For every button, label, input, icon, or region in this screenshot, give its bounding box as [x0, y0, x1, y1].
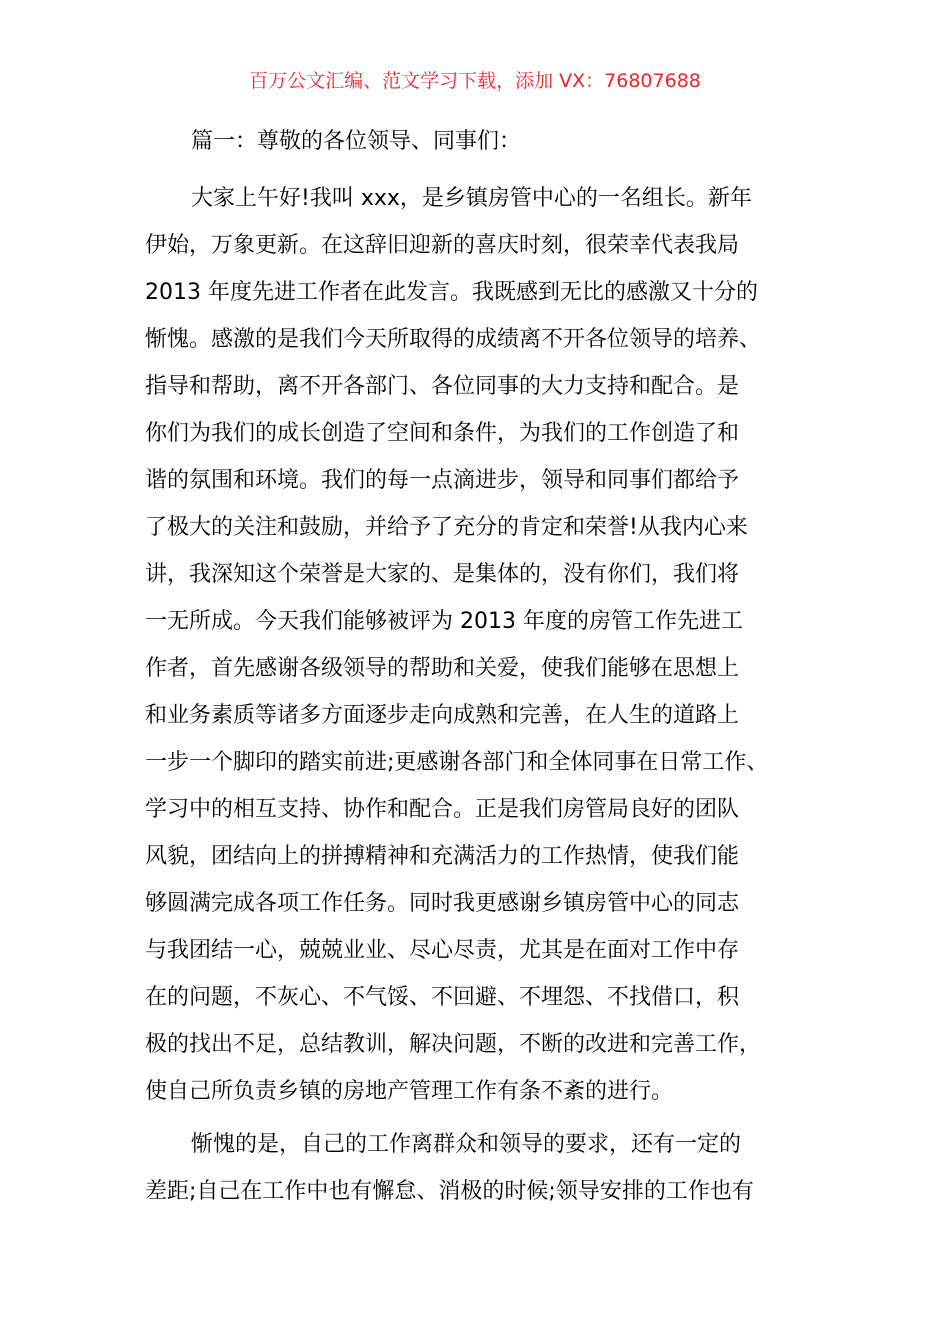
text-line: 作者，首先感谢各级领导的帮助和关爱，使我们能够在思想上 [145, 656, 740, 681]
text-line: 了极大的关注和鼓励，并给予了充分的肯定和荣誉!从我内心来 [145, 515, 748, 540]
text-line: 惭愧。感激的是我们今天所取得的成绩离不开各位领导的培养、 [145, 327, 762, 352]
text-line: 与我团结一心，兢兢业业、尽心尽责，尤其是在面对工作中存 [145, 938, 740, 963]
text-line: 够圆满完成各项工作任务。同时我更感谢乡镇房管中心的同志 [145, 891, 740, 916]
text-line: 差距;自己在工作中也有懈怠、消极的时候;领导安排的工作也有 [145, 1179, 754, 1204]
text-line: 指导和帮助，离不开各部门、各位同事的大力支持和配合。是 [145, 374, 740, 399]
text-line: 伊始，万象更新。在这辞旧迎新的喜庆时刻，很荣幸代表我局 [145, 233, 740, 258]
text-line: 在的问题，不灰心、不气馁、不回避、不埋怨、不找借口，积 [145, 985, 740, 1010]
text-line: 大家上午好!我叫 xxx，是乡镇房管中心的一名组长。新年 [191, 186, 752, 211]
document-body [145, 124, 815, 1215]
text-line: 一步一个脚印的踏实前进;更感谢各部门和全体同事在日常工作、 [145, 750, 769, 775]
text-line: 学习中的相互支持、协作和配合。正是我们房管局良好的团队 [145, 797, 740, 822]
text-line: 讲，我深知这个荣誉是大家的、是集体的，没有你们，我们将 [145, 562, 740, 587]
paragraph-1 [145, 175, 815, 1115]
paragraph-2 [145, 1121, 815, 1215]
text-line: 一无所成。今天我们能够被评为 2013 年度的房管工作先进工 [145, 609, 743, 634]
text-line: 谐的氛围和环境。我们的每一点滴进步，领导和同事们都给予 [145, 468, 740, 493]
text-line: 风貌，团结向上的拼搏精神和充满活力的工作热情，使我们能 [145, 844, 740, 869]
text-line: 极的找出不足，总结教训，解决问题，不断的改进和完善工作， [145, 1032, 762, 1057]
text-line: 你们为我们的成长创造了空间和条件，为我们的工作创造了和 [145, 421, 740, 446]
text-line: 2013 年度先进工作者在此发言。我既感到无比的感激又十分的 [145, 280, 758, 305]
text-line: 惭愧的是，自己的工作离群众和领导的要求，还有一定的 [191, 1132, 742, 1157]
text-line: 和业务素质等诸多方面逐步走向成熟和完善，在人生的道路上 [145, 703, 740, 728]
text-line: 使自己所负责乡镇的房地产管理工作有条不紊的进行。 [145, 1079, 674, 1104]
salutation: 篇一：尊敬的各位领导、同事们： [191, 129, 522, 154]
watermark-header: 百万公文汇编、范文学习下载，添加 VX：76807688 [249, 70, 701, 92]
